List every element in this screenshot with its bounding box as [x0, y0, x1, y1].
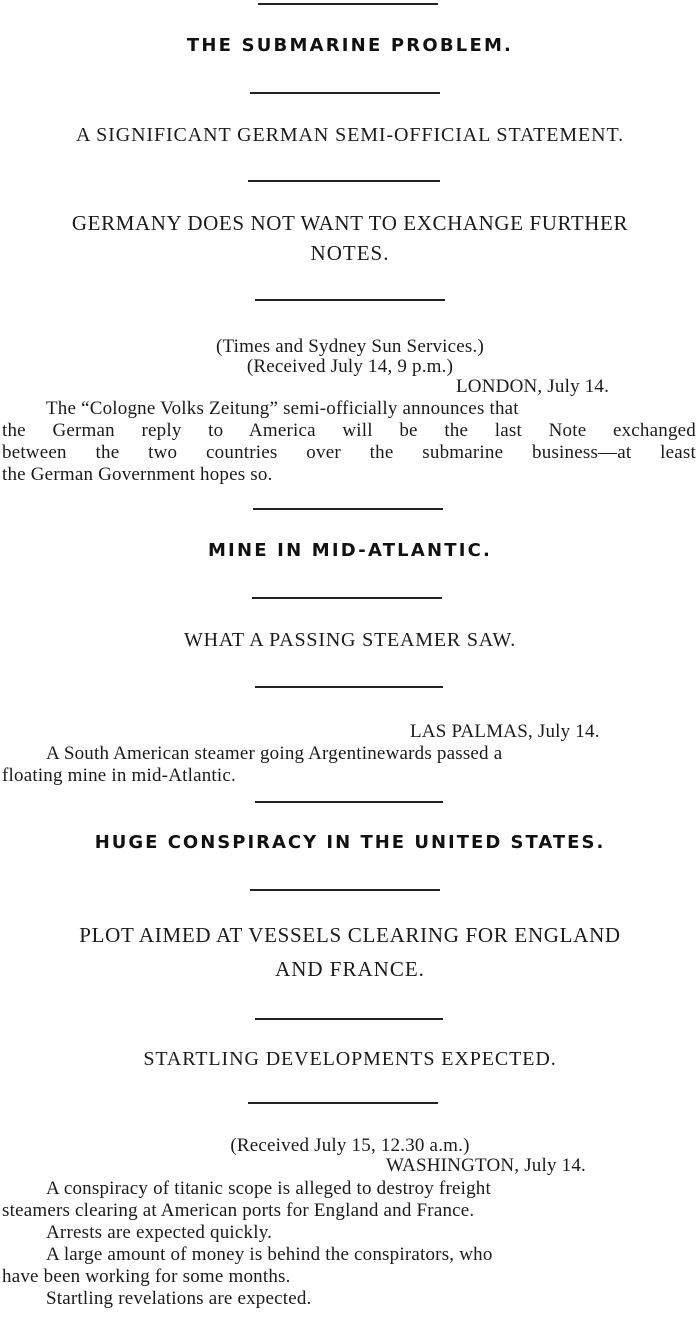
- divider: [255, 801, 443, 803]
- body-line: floating mine in mid-Atlantic.: [2, 765, 236, 786]
- body-line: The “Cologne Volks Zeitung” semi-officially announces that: [46, 398, 519, 419]
- divider: [250, 92, 440, 94]
- received-time: (Received July 15, 12.30 a.m.): [230, 1135, 470, 1156]
- headline-huge-conspiracy: HUGE CONSPIRACY IN THE UNITED STATES.: [94, 832, 606, 853]
- divider: [255, 1018, 443, 1020]
- divider: [248, 180, 440, 182]
- divider: [252, 597, 442, 599]
- divider: [255, 299, 445, 301]
- subhead-no-further-notes-line1: GERMANY DOES NOT WANT TO EXCHANGE FURTHER: [71, 211, 629, 235]
- dateline-las-palmas: LAS PALMAS, July 14.: [410, 721, 600, 742]
- divider: [250, 889, 440, 891]
- body-line: have been working for some months.: [2, 1266, 291, 1287]
- subhead-plot-aimed-line1: PLOT AIMED AT VESSELS CLEARING FOR ENGLAND: [79, 923, 621, 947]
- top-divider: [258, 3, 438, 5]
- received-time: (Received July 14, 9 p.m.): [246, 356, 454, 377]
- headline-submarine-problem: THE SUBMARINE PROBLEM.: [186, 35, 514, 56]
- divider: [253, 508, 443, 510]
- body-line: between the two countries over the submarine business—at least: [2, 442, 696, 463]
- body-line: the German reply to America will be the last Note exchanged: [2, 420, 696, 441]
- subhead-semi-official-statement: A SIGNIFICANT GERMAN SEMI-OFFICIAL STATEMENT.: [76, 124, 624, 146]
- subhead-startling-developments: STARTLING DEVELOPMENTS EXPECTED.: [143, 1048, 557, 1070]
- body-line: Startling revelations are expected.: [46, 1288, 312, 1309]
- dateline-london: LONDON, July 14.: [456, 376, 610, 397]
- body-line: A South American steamer going Argentinewards passed a: [46, 743, 503, 764]
- body-line: A large amount of money is behind the conspirators, who: [46, 1244, 493, 1265]
- body-line: steamers clearing at American ports for England and France.: [2, 1200, 475, 1221]
- subhead-plot-aimed-line2: AND FRANCE.: [275, 957, 425, 981]
- dateline-washington: WASHINGTON, July 14.: [386, 1155, 586, 1176]
- headline-mine-mid-atlantic: MINE IN MID-ATLANTIC.: [207, 540, 493, 561]
- subhead-passing-steamer: WHAT A PASSING STEAMER SAW.: [183, 629, 517, 651]
- body-line: A conspiracy of titanic scope is alleged to destroy freight: [46, 1178, 491, 1199]
- divider: [248, 1102, 438, 1104]
- subhead-no-further-notes-line2: NOTES.: [310, 241, 390, 265]
- body-line: Arrests are expected quickly.: [46, 1222, 273, 1243]
- divider: [255, 686, 443, 688]
- wire-services-credit: (Times and Sydney Sun Services.): [216, 336, 484, 357]
- body-line: the German Government hopes so.: [2, 464, 273, 485]
